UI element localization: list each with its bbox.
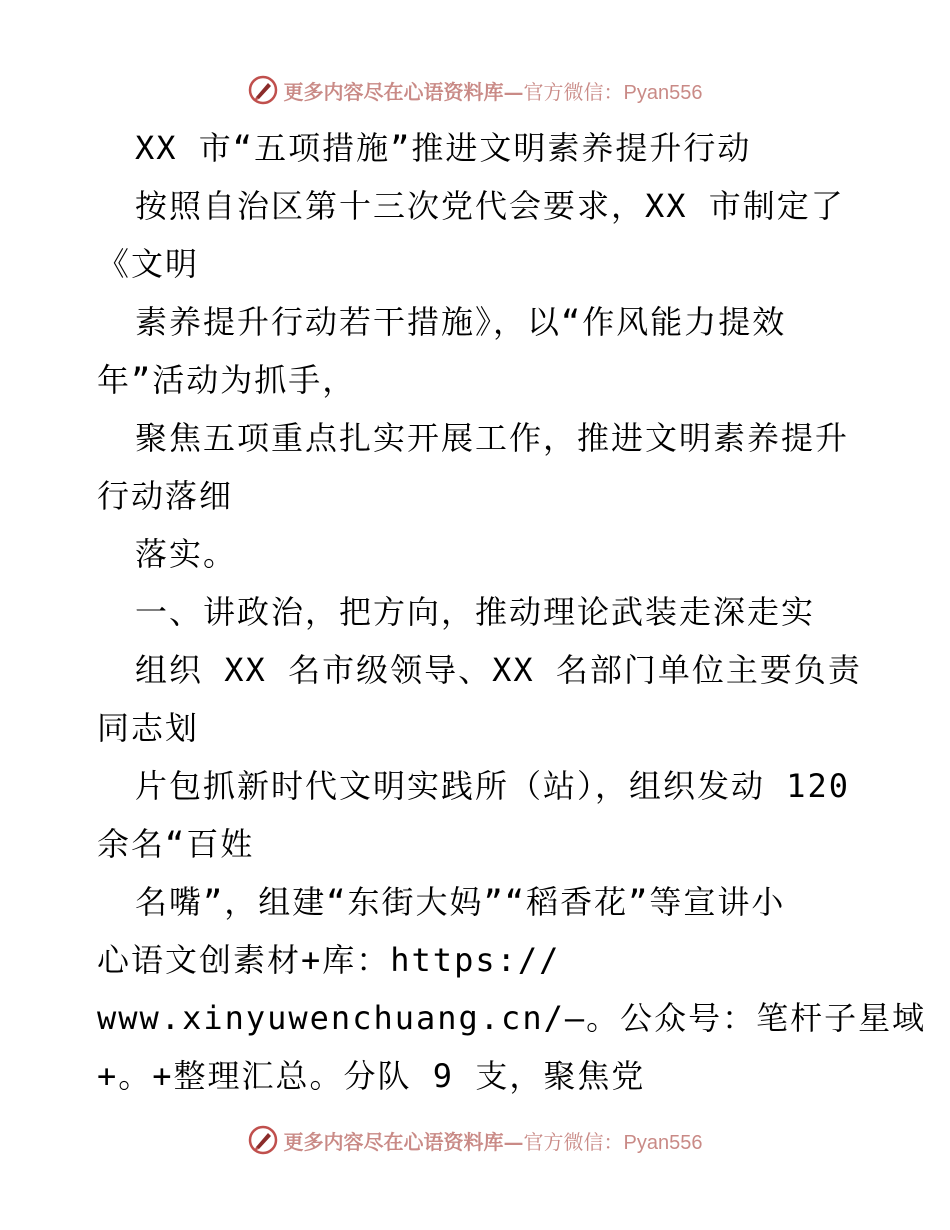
document-title: XX 市“五项措施”推进文明素养提升行动 [135, 129, 752, 167]
paragraph-line: 片包抓新时代文明实践所（站），组织发动 120 [135, 767, 851, 805]
paragraph-line: 行动落细 [97, 477, 234, 515]
paragraph-line: 年”活动为抓手， [97, 361, 357, 399]
watermark-site-text: 更多内容尽在心语资料库— [283, 1129, 524, 1154]
paragraph-line: 组织 XX 名市级领导、XX 名部门单位主要负责 [135, 651, 862, 689]
paragraph-line: 余名“百姓 [97, 825, 255, 863]
watermark-wechat-id: Pyan556 [623, 1131, 703, 1154]
quill-pen-icon [248, 1125, 278, 1155]
watermark-wechat-id: Pyan556 [623, 81, 703, 104]
paragraph-line: 素养提升行动若干措施》，以“作风能力提效 [135, 303, 787, 341]
paragraph-line: +。+整理汇总。分队 9 支，聚焦党 [97, 1057, 646, 1095]
paragraph-line: www.xinyuwenchuang.cn/—。公众号：笔杆子星域 [97, 999, 927, 1037]
watermark-wechat-label: 官方微信： [523, 79, 624, 104]
watermark-text [284, 1126, 703, 1155]
watermark-wechat-label: 官方微信： [523, 1129, 624, 1154]
watermark-banner-bottom [0, 1120, 950, 1160]
paragraph-line: 按照自治区第十三次党代会要求，XX 市制定了 [135, 187, 845, 225]
watermark-site-text: 更多内容尽在心语资料库— [283, 79, 524, 104]
paragraph-line: 同志划 [97, 709, 200, 747]
paragraph-line: 心语文创素材+库：https:// [97, 941, 561, 979]
paragraph-line: 落实。 [135, 535, 238, 573]
paragraph-line: 聚焦五项重点扎实开展工作，推进文明素养提升 [135, 419, 850, 457]
paragraph-line: 《文明 [97, 245, 200, 283]
section-heading: 一、讲政治，把方向，推动理论武装走深走实 [135, 593, 816, 631]
paragraph-line: 名嘴”，组建“东街大妈”“稻香花”等宣讲小 [135, 883, 786, 921]
